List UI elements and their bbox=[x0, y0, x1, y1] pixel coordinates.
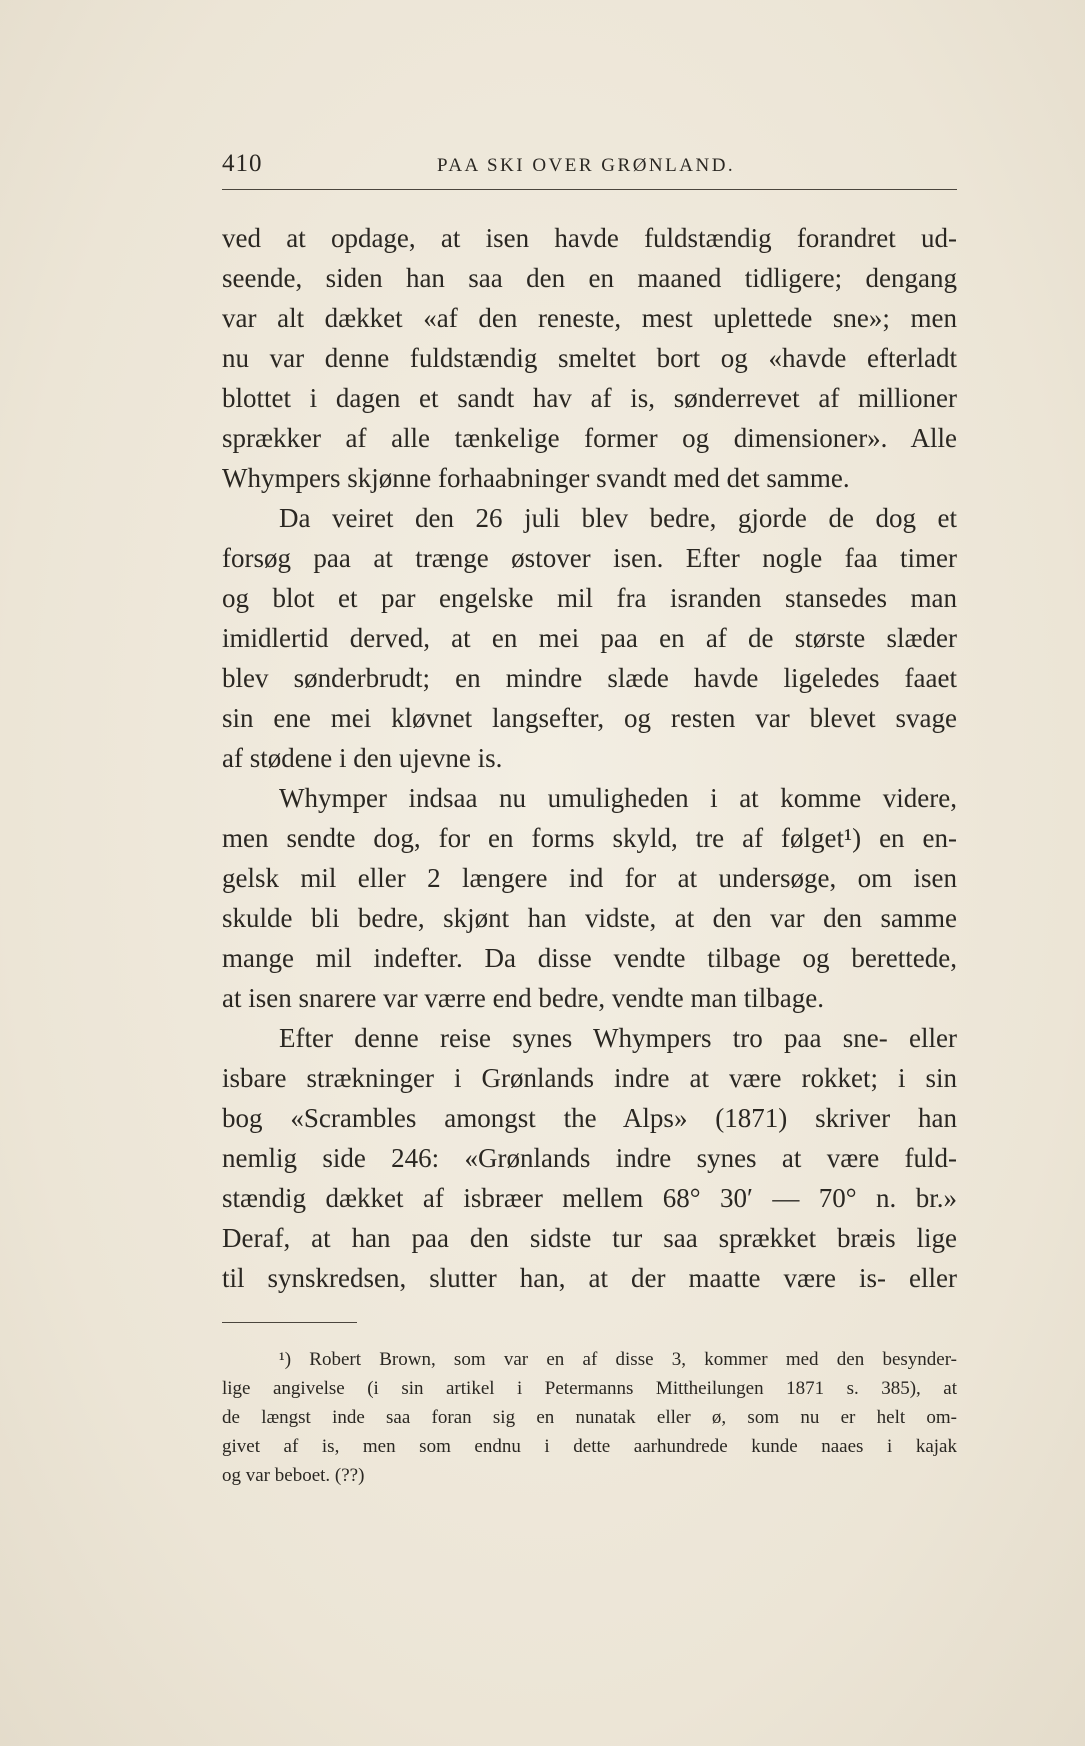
text-line: Efter denne reise synes Whympers tro paa sne- eller bbox=[279, 1023, 957, 1053]
page-number: 410 bbox=[222, 150, 263, 177]
text-line: imidlertid derved, at en mei paa en af de største slæder bbox=[222, 623, 957, 653]
text-line: isbare strækninger i Grønlands indre at være rokket; i sin bbox=[222, 1063, 957, 1093]
text-line: blev sønderbrudt; en mindre slæde havde ligeledes faaet bbox=[222, 663, 957, 693]
text-line: nemlig side 246: «Grønlands indre synes at være fuld- bbox=[222, 1143, 957, 1173]
text-line: Da veiret den 26 juli blev bedre, gjorde de dog et bbox=[279, 503, 957, 533]
text-line: sin ene mei kløvnet langsefter, og resten var blevet svage bbox=[222, 703, 957, 733]
footnote-line: ¹) Robert Brown, som var en af disse 3, kommer med den besynder- bbox=[279, 1349, 957, 1370]
text-line: var alt dækket «af den reneste, mest uplettede sne»; men bbox=[222, 303, 957, 333]
text-line: Deraf, at han paa den sidste tur saa sprækket bræis lige bbox=[222, 1223, 957, 1253]
text-line: stændig dækket af isbræer mellem 68° 30′ — 70° n. br.» bbox=[222, 1183, 957, 1213]
text-line: blottet i dagen et sandt hav af is, sønderrevet af millioner bbox=[222, 383, 957, 413]
footnote-line: de længst inde saa foran sig en nunatak eller ø, som nu er helt om- bbox=[222, 1407, 957, 1428]
text-line: bog «Scrambles amongst the Alps» (1871) skriver han bbox=[222, 1103, 957, 1133]
text-line: sprækker af alle tænkelige former og dimensioner». Alle bbox=[222, 423, 957, 453]
text-line: nu var denne fuldstændig smeltet bort og «havde efterladt bbox=[222, 343, 957, 373]
footnote-line: og var beboet. (??) bbox=[222, 1465, 365, 1486]
text-line: gelsk mil eller 2 længere ind for at undersøge, om isen bbox=[222, 863, 957, 893]
text-line: og blot et par engelske mil fra isranden stansedes man bbox=[222, 583, 957, 613]
footnote-line: lige angivelse (i sin artikel i Petermanns Mittheilungen 1871 s. 385), at bbox=[222, 1378, 957, 1399]
text-line: til synskredsen, slutter han, at der maatte være is- eller bbox=[222, 1263, 957, 1293]
text-line: ved at opdage, at isen havde fuldstændig forandret ud- bbox=[222, 223, 957, 253]
text-line: Whymper indsaa nu umuligheden i at komme videre, bbox=[279, 783, 957, 813]
running-head: PAA SKI OVER GRØNLAND. bbox=[437, 155, 736, 176]
footnote-rule bbox=[222, 1322, 357, 1323]
text-line: mange mil indefter. Da disse vendte tilbage og berettede, bbox=[222, 943, 957, 973]
text-line: skulde bli bedre, skjønt han vidste, at den var den samme bbox=[222, 903, 957, 933]
footnote-line: givet af is, men som endnu i dette aarhundrede kunde naaes i kajak bbox=[222, 1436, 957, 1457]
text-line: seende, siden han saa den en maaned tidligere; dengang bbox=[222, 263, 957, 293]
text-line: men sendte dog, for en forms skyld, tre af følget¹) en en- bbox=[222, 823, 957, 853]
text-line: Whympers skjønne forhaabninger svandt med det samme. bbox=[222, 463, 850, 493]
text-line: af stødene i den ujevne is. bbox=[222, 743, 503, 773]
body-text bbox=[222, 218, 957, 1298]
text-line: at isen snarere var værre end bedre, vendte man tilbage. bbox=[222, 983, 824, 1013]
page-header bbox=[222, 150, 957, 186]
text-line: forsøg paa at trænge østover isen. Efter nogle faa timer bbox=[222, 543, 957, 573]
footnotes bbox=[222, 1345, 957, 1490]
header-rule bbox=[222, 189, 957, 190]
